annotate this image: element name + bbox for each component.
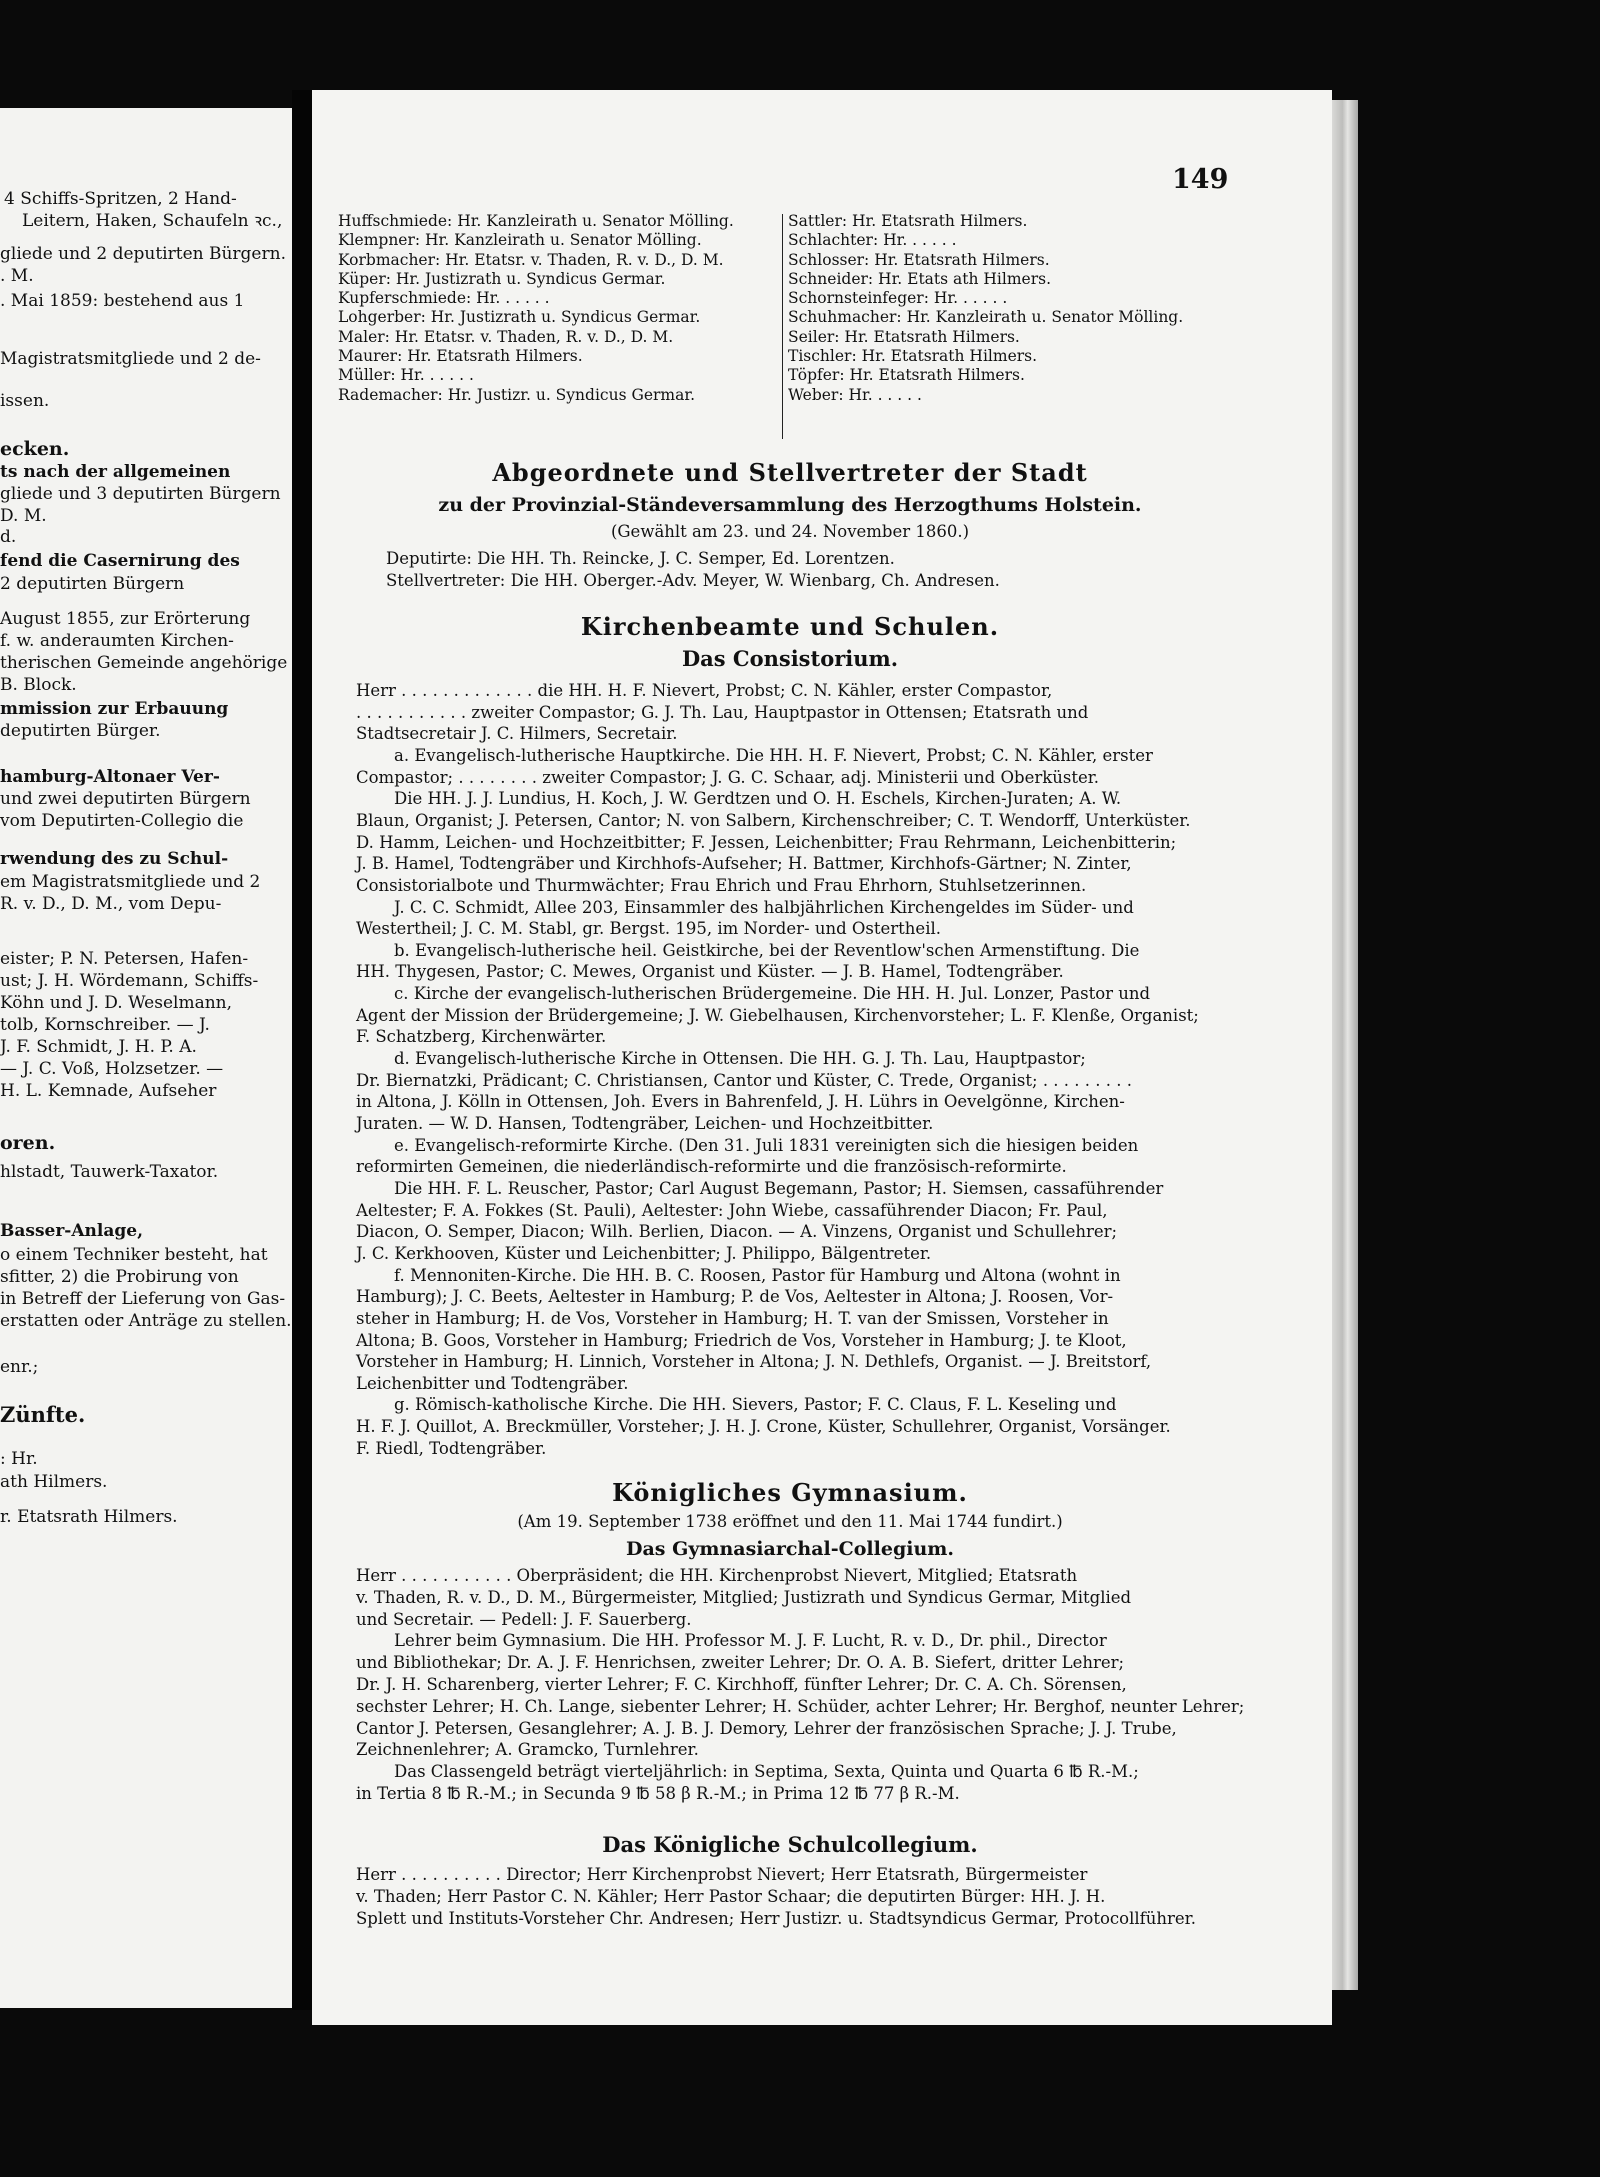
text-line: Hamburg); J. C. Beets, Aeltester in Hamburg; P. de Vos, Aeltester in Altona; J. Roosen, Vor- bbox=[356, 1287, 1114, 1307]
text-line: g. Römisch-katholische Kirche. Die HH. Sievers, Pastor; F. C. Claus, F. L. Keseling und bbox=[394, 1395, 1117, 1415]
text-line: Deputirte: Die HH. Th. Reincke, J. C. Semper, Ed. Lorentzen. bbox=[386, 549, 895, 568]
section-title: Königliches Gymnasium. bbox=[612, 1478, 968, 1507]
guild-entry: Müller: Hr. . . . . . bbox=[338, 366, 474, 385]
section-subtitle: Das Consistorium. bbox=[681, 646, 899, 671]
section-heading: ecken. bbox=[0, 438, 70, 460]
guild-entry: Küper: Hr. Justizrath u. Syndicus Germar. bbox=[338, 269, 666, 288]
text-line: . Mai 1859: bestehend aus 1 bbox=[0, 291, 245, 311]
text-line: steher in Hamburg; H. de Vos, Vorsteher in Hamburg; H. T. van der Smissen, Vorsteher in bbox=[356, 1308, 1109, 1328]
section-heading: Zünfte. bbox=[0, 1402, 86, 1427]
section-heading: fend die Casernirung des bbox=[0, 551, 240, 571]
text-line: Das Classengeld beträgt vierteljährlich: in Septima, Sexta, Quinta und Quarta 6 ℔ R.-M.; bbox=[394, 1762, 1139, 1782]
guild-entry: Seiler: Hr. Etatsrath Hilmers. bbox=[788, 327, 1020, 346]
text-line: Altona; B. Goos, Vorsteher in Hamburg; Friedrich de Vos, Vorsteher in Hamburg; J. te Kloot, bbox=[356, 1330, 1127, 1350]
text-line: D. M. bbox=[0, 506, 47, 526]
text-line: Westertheil; J. C. M. Stabl, gr. Bergst. 195, im Norder- und Ostertheil. bbox=[356, 919, 942, 939]
text-line: ath Hilmers. bbox=[0, 1472, 108, 1492]
text-line: Splett und Instituts-Vorsteher Chr. Andresen; Herr Justizr. u. Stadtsyndicus Germar, Protocollführer. bbox=[356, 1908, 1196, 1928]
page-edge bbox=[1332, 100, 1358, 1990]
guild-entry: Kupferschmiede: Hr. . . . . . bbox=[338, 289, 550, 308]
guild-entry: Tischler: Hr. Etatsrath Hilmers. bbox=[788, 347, 1038, 366]
text-line: J. B. Hamel, Todtengräber und Kirchhofs-Aufseher; H. Battmer, Kirchhofs-Gärtner; N. Zinter, bbox=[356, 854, 1132, 874]
text-line: Cantor J. Petersen, Gesanglehrer; A. J. B. J. Demory, Lehrer der französischen Sprache; J. J. Trube, bbox=[356, 1718, 1177, 1738]
text-line: Leitern, Haken, Schaufeln ꝛc., bbox=[22, 211, 283, 231]
text-line: R. v. D., D. M., vom Depu- bbox=[0, 894, 222, 914]
section-heading: Basser-Anlage, bbox=[0, 1221, 143, 1241]
section-title: Kirchenbeamte und Schulen. bbox=[580, 612, 1000, 641]
section-subtitle: zu der Provinzial-Ständeversammlung des Herzogthums Holstein. bbox=[438, 494, 1142, 516]
text-line: F. Riedl, Todtengräber. bbox=[356, 1438, 547, 1458]
guild-entry: Rademacher: Hr. Justizr. u. Syndicus Germar. bbox=[338, 385, 695, 404]
guild-entry: Huffschmiede: Hr. Kanzleirath u. Senator Mölling. bbox=[338, 212, 734, 230]
text-line: Magistratsmitgliede und 2 de- bbox=[0, 349, 261, 369]
text-line: 2 deputirten Bürgern bbox=[0, 574, 185, 594]
text-line: eister; P. N. Petersen, Hafen- bbox=[0, 949, 249, 969]
text-line: J. C. Kerkhooven, Küster und Leichenbitter; J. Philippo, Bälgentreter. bbox=[356, 1243, 932, 1263]
text-line: gliede und 3 deputirten Bürgern bbox=[0, 484, 281, 504]
text-line: v. Thaden; Herr Pastor C. N. Kähler; Herr Pastor Schaar; die deputirten Bürger: HH. J. H. bbox=[356, 1886, 1106, 1906]
text-line: issen. bbox=[0, 391, 50, 411]
text-line: D. Hamm, Leichen- und Hochzeitbitter; F. Jessen, Leichenbitter; Frau Rehrmann, Leichenbitterin; bbox=[356, 832, 1177, 852]
guild-entry: Maler: Hr. Etatsr. v. Thaden, R. v. D., D. M. bbox=[338, 327, 674, 346]
text-line: Herr . . . . . . . . . . . Oberpräsident; die HH. Kirchenprobst Nievert, Mitglied; Etatsrath bbox=[356, 1566, 1078, 1585]
text-line: Herr . . . . . . . . . . . . . die HH. H. F. Nievert, Probst; C. N. Kähler, erster Compastor, bbox=[356, 681, 1053, 700]
section-title: Abgeordnete und Stellvertreter der Stadt bbox=[492, 458, 1088, 487]
text-line: . . . . . . . . . . . zweiter Compastor; G. J. Th. Lau, Hauptpastor in Ottensen; Etatsrath und bbox=[356, 702, 1089, 722]
guild-entry: Weber: Hr. . . . . . bbox=[788, 385, 922, 404]
text-line: d. bbox=[0, 527, 17, 547]
guild-entry: Klempner: Hr. Kanzleirath u. Senator Mölling. bbox=[338, 231, 702, 250]
text-line: : Hr. bbox=[0, 1449, 38, 1469]
section-title: Das Königliche Schulcollegium. bbox=[602, 1832, 978, 1857]
text-line: Dr. J. H. Scharenberg, vierter Lehrer; F. C. Kirchhoff, fünfter Lehrer; Dr. C. A. Ch. Sörensen, bbox=[356, 1675, 1127, 1694]
book-gutter bbox=[292, 90, 312, 2010]
text-line: Blaun, Organist; J. Petersen, Cantor; N. von Salbern, Kirchenschreiber; C. T. Wendorff, Unterküster. bbox=[356, 810, 1191, 830]
text-line: f. Mennoniten-Kirche. Die HH. B. C. Roosen, Pastor für Hamburg und Altona (wohnt in bbox=[394, 1265, 1121, 1285]
left-page bbox=[0, 108, 292, 2008]
text-line: in Betreff der Lieferung von Gas- bbox=[0, 1289, 286, 1309]
section-heading: hamburg-Altonaer Ver- bbox=[0, 767, 220, 787]
column-divider bbox=[782, 214, 783, 439]
text-line: Zeichnenlehrer; A. Gramcko, Turnlehrer. bbox=[356, 1740, 699, 1760]
text-line: Aeltester; F. A. Fokkes (St. Pauli), Aeltester: John Wiebe, cassaführender Diacon; Fr. Paul, bbox=[356, 1200, 1108, 1220]
text-line: Diacon, O. Semper, Diacon; Wilh. Berlien, Diacon. — A. Vinzens, Organist und Schullehrer; bbox=[356, 1222, 1118, 1242]
text-line: Compastor; . . . . . . . . zweiter Compastor; J. G. C. Schaar, adj. Ministerii und Oberküster. bbox=[356, 767, 1100, 787]
guild-entry: Schuhmacher: Hr. Kanzleirath u. Senator Mölling. bbox=[788, 308, 1184, 327]
text-line: Lehrer beim Gymnasium. Die HH. Professor M. J. F. Lucht, R. v. D., Dr. phil., Director bbox=[394, 1631, 1107, 1651]
guild-entry: Korbmacher: Hr. Etatsr. v. Thaden, R. v. D., D. M. bbox=[338, 250, 724, 269]
text-line: tolb, Kornschreiber. — J. bbox=[0, 1015, 210, 1035]
text-line: r. Etatsrath Hilmers. bbox=[0, 1507, 178, 1527]
text-line: d. Evangelisch-lutherische Kirche in Ottensen. Die HH. G. J. Th. Lau, Hauptpastor; bbox=[394, 1049, 1086, 1069]
text-line: Agent der Mission der Brüdergemeine; J. W. Giebelhausen, Kirchenvorsteher; L. F. Klenße, Organist; bbox=[356, 1005, 1199, 1025]
text-line: em Magistratsmitgliede und 2 bbox=[0, 872, 261, 892]
text-line: in Tertia 8 ℔ R.-M.; in Secunda 9 ℔ 58 β R.-M.; in Prima 12 ℔ 77 β R.-M. bbox=[356, 1784, 960, 1803]
text-line: reformirten Gemeinen, die niederländisch-reformirte und die französisch-reformirte. bbox=[356, 1157, 1067, 1177]
section-note: (Am 19. September 1738 eröffnet und den 11. Mai 1744 fundirt.) bbox=[517, 1512, 1063, 1531]
text-line: und zwei deputirten Bürgern bbox=[0, 789, 251, 809]
text-line: Leichenbitter und Todtengräber. bbox=[356, 1373, 629, 1393]
text-line: H. F. J. Quillot, A. Breckmüller, Vorsteher; J. H. J. Crone, Küster, Schullehrer, Organist, Vorsänger. bbox=[356, 1417, 1171, 1437]
text-line: o einem Techniker besteht, hat bbox=[0, 1245, 268, 1265]
text-line: Die HH. F. L. Reuscher, Pastor; Carl August Begemann, Pastor; H. Siemsen, cassaführender bbox=[394, 1178, 1164, 1198]
page-number: 149 bbox=[1172, 164, 1229, 195]
text-line: F. Schatzberg, Kirchenwärter. bbox=[356, 1027, 607, 1047]
guild-column-left bbox=[338, 212, 734, 405]
section-heading: rwendung des zu Schul- bbox=[0, 849, 229, 869]
text-line: therischen Gemeinde angehörige bbox=[0, 653, 288, 673]
text-line: b. Evangelisch-lutherische heil. Geistkirche, bei der Reventlow'schen Armenstiftung. Die bbox=[394, 940, 1140, 960]
text-line: B. Block. bbox=[0, 675, 77, 695]
section-heading: mmission zur Erbauung bbox=[0, 699, 229, 719]
text-line: J. F. Schmidt, J. H. P. A. bbox=[0, 1037, 197, 1057]
text-line: e. Evangelisch-reformirte Kirche. (Den 31. Juli 1831 vereinigten sich die hiesigen beiden bbox=[394, 1135, 1139, 1155]
text-line: f. w. anderaumten Kirchen- bbox=[0, 631, 234, 651]
guild-entry: Schlachter: Hr. . . . . . bbox=[788, 231, 957, 250]
text-line: HH. Thygesen, Pastor; C. Mewes, Organist und Küster. — J. B. Hamel, Todtengräber. bbox=[356, 962, 1064, 982]
text-line: Consistorialbote und Thurmwächter; Frau Ehrich und Frau Ehrhorn, Stuhlsetzerinnen. bbox=[356, 875, 1087, 895]
text-line: und Bibliothekar; Dr. A. J. F. Henrichsen, zweiter Lehrer; Dr. O. A. B. Siefert, dritter Lehrer; bbox=[356, 1653, 1125, 1673]
text-line: c. Kirche der evangelisch-lutherischen Brüdergemeine. Die HH. H. Jul. Lonzer, Pastor und bbox=[394, 984, 1151, 1004]
guild-entry: Schlosser: Hr. Etatsrath Hilmers. bbox=[788, 250, 1050, 269]
text-line: Juraten. — W. D. Hansen, Todtengräber, Leichen- und Hochzeitbitter. bbox=[356, 1114, 934, 1133]
text-line: und Secretair. — Pedell: J. F. Sauerberg. bbox=[356, 1609, 692, 1629]
text-line: — J. C. Voß, Holzsetzer. — bbox=[0, 1059, 224, 1079]
guild-entry: Schornsteinfeger: Hr. . . . . . bbox=[788, 289, 1008, 308]
section-subtitle: Das Gymnasiarchal-Collegium. bbox=[626, 1538, 954, 1560]
text-line: Köhn und J. D. Weselmann, bbox=[0, 993, 233, 1013]
guild-entry: Lohgerber: Hr. Justizrath u. Syndicus Germar. bbox=[338, 308, 701, 327]
text-line: deputirten Bürger. bbox=[0, 721, 161, 741]
guild-entry: Töpfer: Hr. Etatsrath Hilmers. bbox=[788, 366, 1025, 385]
text-line: Stellvertreter: Die HH. Oberger.-Adv. Meyer, W. Wienbarg, Ch. Andresen. bbox=[386, 571, 1000, 590]
text-line: a. Evangelisch-lutherische Hauptkirche. Die HH. H. F. Nievert, Probst; C. N. Kähler, erster bbox=[394, 745, 1153, 765]
text-line: sfitter, 2) die Probirung von bbox=[0, 1267, 239, 1287]
text-line: August 1855, zur Erörterung bbox=[0, 609, 251, 629]
guild-entry: Schneider: Hr. Etats ath Hilmers. bbox=[788, 269, 1051, 288]
text-line: H. L. Kemnade, Aufseher bbox=[0, 1081, 217, 1101]
text-line: Vorsteher in Hamburg; H. Linnich, Vorsteher in Altona; J. N. Dethlefs, Organist. — J. Breitstorf, bbox=[356, 1352, 1152, 1372]
guild-entry: Sattler: Hr. Etatsrath Hilmers. bbox=[788, 212, 1028, 230]
text-line: Dr. Biernatzki, Prädicant; C. Christiansen, Cantor und Küster, C. Trede, Organist; . . . . . . . . . bbox=[356, 1070, 1132, 1090]
section-heading: ts nach der allgemeinen bbox=[0, 462, 231, 482]
text-line: erstatten oder Anträge zu stellen. bbox=[0, 1311, 292, 1331]
text-line: vom Deputirten-Collegio die bbox=[0, 811, 244, 831]
text-line: in Altona, J. Kölln in Ottensen, Joh. Evers in Bahrenfeld, J. H. Lührs in Oevelgönne, Kirchen- bbox=[356, 1092, 1125, 1112]
guild-column-right bbox=[788, 212, 1183, 405]
text-line: Die HH. J. J. Lundius, H. Koch, J. W. Gerdtzen und O. H. Eschels, Kirchen-Juraten; A. W. bbox=[394, 789, 1122, 809]
text-line: hlstadt, Tauwerk-Taxator. bbox=[0, 1162, 219, 1182]
text-line: v. Thaden, R. v. D., D. M., Bürgermeister, Mitglied; Justizrath und Syndicus Germar, Mitglied bbox=[356, 1587, 1132, 1607]
text-line: Herr . . . . . . . . . . Director; Herr Kirchenprobst Nievert; Herr Etatsrath, Bürgermeister bbox=[356, 1865, 1088, 1884]
text-line: Stadtsecretair J. C. Hilmers, Secretair. bbox=[356, 724, 678, 744]
text-line: ust; J. H. Wördemann, Schiffs- bbox=[0, 971, 259, 991]
section-note: (Gewählt am 23. und 24. November 1860.) bbox=[610, 522, 970, 541]
text-line: gliede und 2 deputirten Bürgern. bbox=[0, 244, 286, 264]
text-line: . M. bbox=[0, 266, 34, 286]
text-line: 4 Schiffs-Spritzen, 2 Hand- bbox=[4, 189, 237, 209]
text-line: J. C. C. Schmidt, Allee 203, Einsammler des halbjährlichen Kirchengeldes im Süder- und bbox=[394, 897, 1134, 917]
text-line: sechster Lehrer; H. Ch. Lange, siebenter Lehrer; H. Schüder, achter Lehrer; Hr. Berghof, neunter Lehrer; bbox=[356, 1696, 1245, 1716]
section-heading: oren. bbox=[0, 1132, 56, 1154]
text-line: enr.; bbox=[0, 1357, 39, 1377]
guild-entry: Maurer: Hr. Etatsrath Hilmers. bbox=[338, 347, 583, 366]
